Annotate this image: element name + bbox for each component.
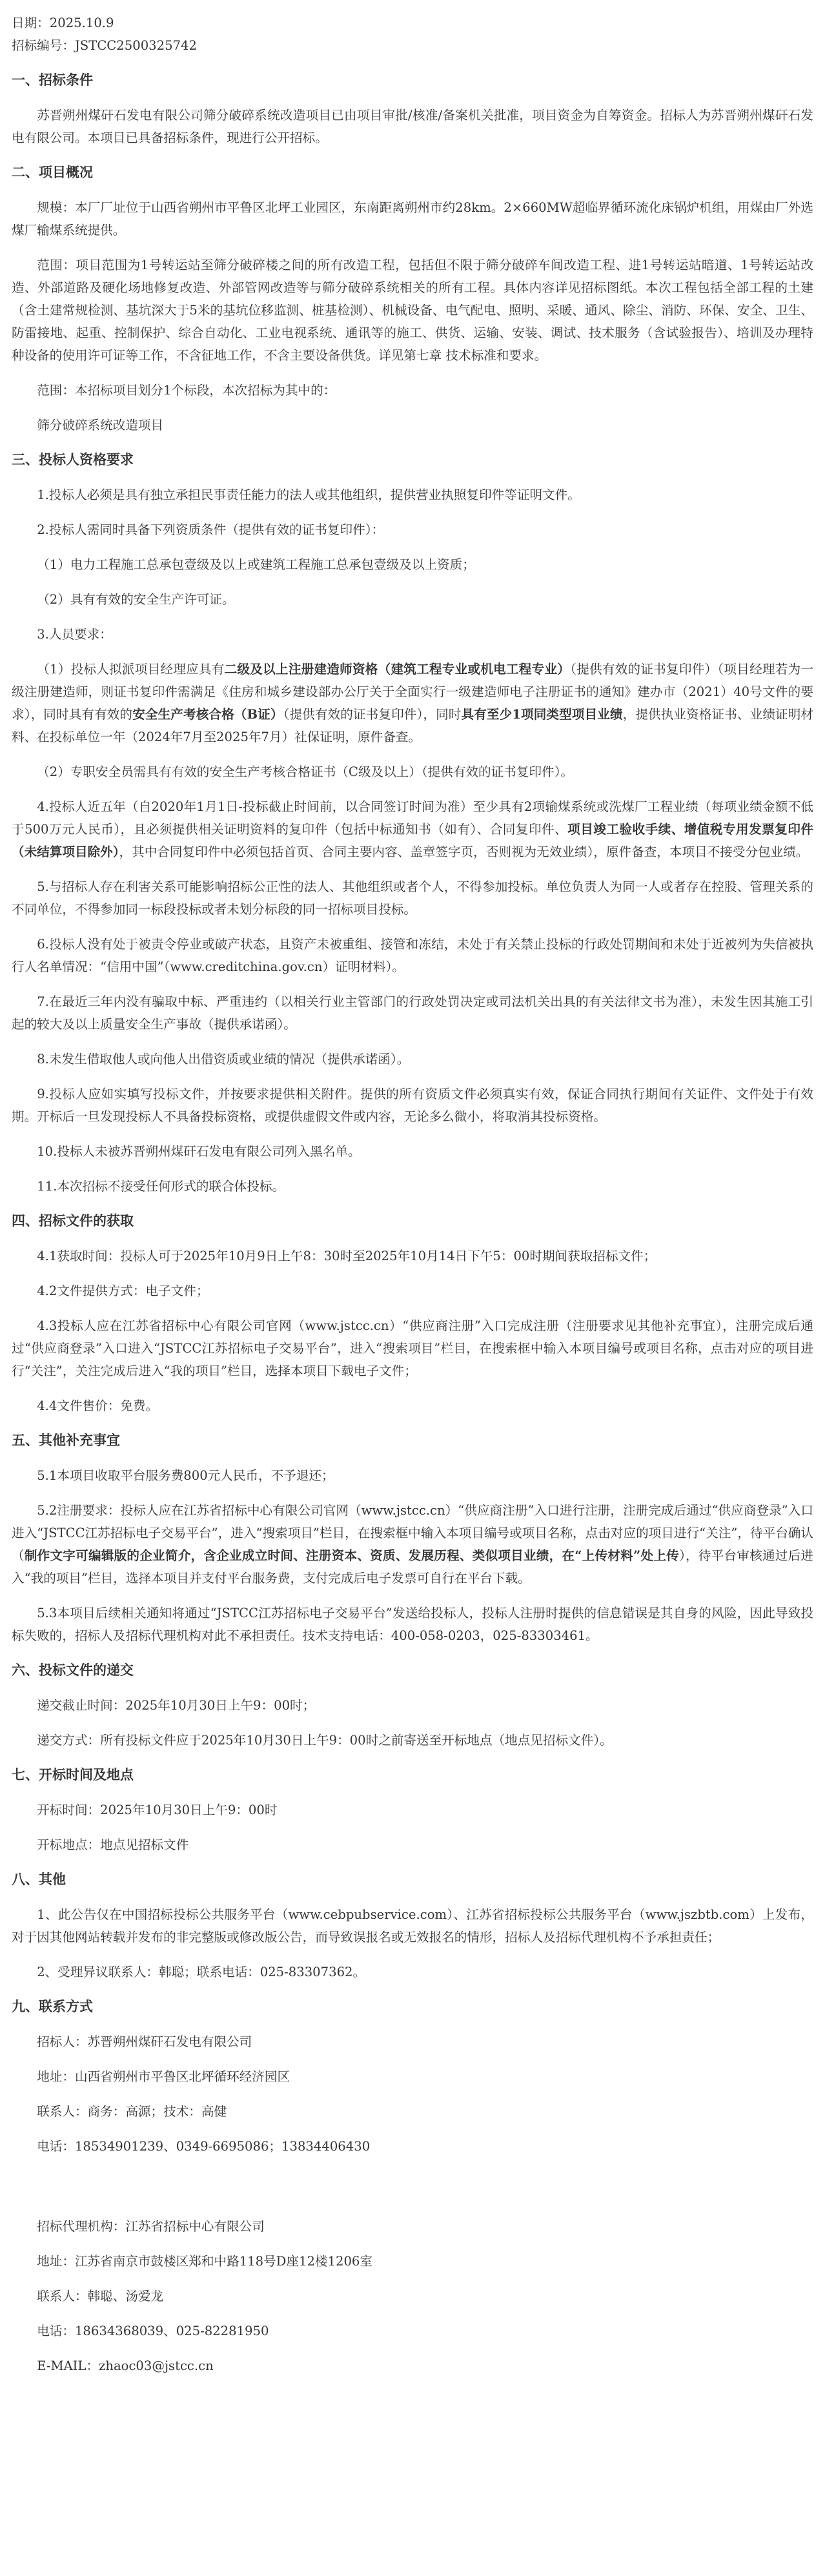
section-heading-other: 八、其他 [12, 1872, 66, 1887]
list-item: 6.投标人没有处于被责令停业或破产状态，且资产未被重组、接管和冻结，未处于有关禁止投标的行政处罚期间和未处于近被列为失信被执行人名单情况：“信用中国”（www.creditchina.gov.cn）证明材料）。 [12, 937, 813, 974]
list-item: 3.人员要求： [37, 627, 112, 642]
text-run: ，其中合同复印件中必须包括首页、合同主要内容、盖章签字页，否则视为无效业绩），原件备查，本项目不接受分包业绩。 [119, 844, 809, 859]
paragraph: 4.1获取时间：投标人可于2025年10月9日上午8：30时至2025年10月14日下午5：00时期间获取招标文件； [37, 1249, 657, 1263]
section-heading-project-overview: 二、项目概况 [12, 165, 93, 180]
list-item: 7.在最近三年内没有骗取中标、严重违约（以相关行业主管部门的行政处罚决定或司法机关出具的有关法律文书为准），未发生因其施工引起的较大及以上质量安全生产事故（提供承诺函）。 [12, 994, 813, 1032]
paragraph: 5.1本项目收取平台服务费800元人民币，不予退还； [37, 1468, 334, 1483]
list-item: （2）具有有效的安全生产许可证。 [37, 592, 235, 607]
list-item [12, 658, 813, 748]
tender-code: 招标编号：JSTCC2500325742 [12, 38, 197, 53]
section-heading-bid-submission: 六、投标文件的递交 [12, 1662, 134, 1678]
list-item: 10.投标人未被苏晋朔州煤矸石发电有限公司列入黑名单。 [37, 1144, 361, 1159]
text-run: 5.2注册要求：投标人应在江苏省招标中心有限公司官网（www.jstcc.cn）“供应商注册”入口进行注册，注册完成后通过“供应商登录”入口进入“JSTCC江苏招标电子交易平台”，进入“搜索项目”栏目，在搜索框中输入本项目编号或项目名称，点击对应的项目进行“关注”，待平台确认（ [12, 1503, 813, 1563]
paragraph: 5.3本项目后续相关通知将通过“JSTCC江苏招标电子交易平台”发送给投标人，投标人注册时提供的信息错误是其自身的风险，因此导致投标失败的，招标人及招标代理机构对此不承担责任。技术支持电话：400-058-0203，025-83303461。 [12, 1606, 813, 1643]
spacer [12, 2170, 813, 2215]
section-heading-tender-conditions: 一、招标条件 [12, 72, 93, 88]
tenderer-contact: 联系人：商务：高源；技术：高健 [37, 2104, 227, 2119]
section-heading-bid-opening: 七、开标时间及地点 [12, 1767, 134, 1783]
paragraph: 递交截止时间：2025年10月30日上午9：00时； [37, 1698, 316, 1713]
paragraph: 开标地点：地点见招标文件 [37, 1837, 189, 1852]
section-heading-obtain-documents: 四、招标文件的获取 [12, 1213, 134, 1229]
agency-contact: 联系人：韩聪、汤爱龙 [37, 2289, 164, 2304]
list-item: （1）电力工程施工总承包壹级及以上或建筑工程施工总承包壹级及以上资质； [37, 557, 475, 572]
paragraph: 规模：本厂厂址位于山西省朔州市平鲁区北坪工业园区，东南距离朔州市约28km。2×660MW超临界循环流化床锅炉机组，用煤由厂外选煤厂输煤系统提供。 [12, 200, 813, 238]
tenderer-name: 招标人：苏晋朔州煤矸石发电有限公司 [37, 2034, 252, 2049]
bold-text-run: 安全生产考核合格（B证） [132, 707, 283, 722]
paragraph: 4.2文件提供方式：电子文件； [37, 1283, 209, 1298]
section-heading-supplementary-matters: 五、其他补充事宜 [12, 1433, 120, 1448]
paragraph: 1、此公告仅在中国招标投标公共服务平台（www.cebpubservice.com）、江苏省招标投标公共服务平台（www.jszbtb.com）上发布，对于因其他网站转载并发布的非完整版或修改版公告，而导致误报名或无效报名的情形，招标人及招标代理机构不予承担责任； [12, 1907, 813, 1945]
paragraph: 4.4文件售价：免费。 [37, 1398, 159, 1413]
agency-email: E-MAIL：zhaoc03@jstcc.cn [37, 2358, 214, 2373]
section-heading-bidder-qualifications: 三、投标人资格要求 [12, 452, 134, 467]
list-item: 8.未发生借取他人或向他人出借资质或业绩的情况（提供承诺函）。 [37, 1052, 410, 1067]
bold-text-run: 项目竣工验收手续、增值税专用发票复印件（未结算项目除外） [12, 822, 813, 859]
bold-text-run: 二级及以上注册建造师资格（建筑工程专业或机电工程专业） [224, 662, 571, 677]
tenderer-address: 地址：山西省朔州市平鲁区北坪循环经济园区 [37, 2069, 290, 2084]
section-heading-contact: 九、联系方式 [12, 1999, 93, 2014]
paragraph: 2、受理异议联系人：韩聪；联系电话：025-83307362。 [37, 1965, 366, 1979]
list-item: 1.投标人必须是具有独立承担民事责任能力的法人或其他组织，提供营业执照复印件等证明文件。 [37, 487, 580, 502]
paragraph: 筛分破碎系统改造项目 [37, 418, 164, 433]
bold-text-run: 制作文字可编辑版的企业简介，含企业成立时间、注册资本、资质、发展历程、类似项目业绩，在“上传材料”处上传 [24, 1548, 679, 1563]
paragraph: 范围：项目范围为1号转运站至筛分破碎楼之间的所有改造工程，包括但不限于筛分破碎车间改造工程、进1号转运站暗道、1号转运站改造、外部道路及硬化场地修复改造、外部管网改造等与筛分破碎系统相关的所有工程。具体内容详见招标图纸。本次工程包括全部工程的土建（含土建常规检测、基坑深大于5米的基坑位移监测、桩基检测）、机械设备、电气配电、照明、采暖、通风、除尘、消防、环保、安全、卫生、防雷接地、起重、控制保护、综合自动化、工业电视系统、通讯等的施工、供货、运输、安装、调试、技术服务（含试验报告）、培训及办理特种设备的使用许可证等工作，不含征地工作，不含主要设备供货。详见第七章 技术标准和要求。 [12, 258, 813, 363]
list-item: 9.投标人应如实填写投标文件，并按要求提供相关附件。提供的所有资质文件必须真实有效，保证合同执行期间有关证件、文件处于有效期。开标后一旦发现投标人不具备投标资格，或提供虚假文件或内容，无论多么微小，将取消其投标资格。 [12, 1087, 813, 1124]
paragraph: 苏晋朔州煤矸石发电有限公司筛分破碎系统改造项目已由项目审批/核准/备案机关批准，项目资金为自筹资金。招标人为苏晋朔州煤矸石发电有限公司。本项目已具备招标条件，现进行公开招标。 [12, 108, 813, 145]
list-item: 5.与招标人存在利害关系可能影响招标公正性的法人、其他组织或者个人，不得参加投标。单位负责人为同一人或者存在控股、管理关系的不同单位，不得参加同一标段投标或者未划分标段的同一招标项目投标。 [12, 879, 813, 917]
announcement-date: 日期：2025.10.9 [12, 15, 114, 30]
tenderer-phone: 电话：18534901239、0349-6695086；13834406430 [37, 2139, 371, 2154]
list-item: 2.投标人需同时具备下列资质条件（提供有效的证书复印件）： [37, 522, 385, 537]
text-run: ），待平台审核通过后进入“我的项目”栏目，选择本项目并支付平台服务费，支付完成后电子发票可自行在平台下载。 [12, 1548, 814, 1586]
list-item [12, 795, 813, 863]
paragraph: 范围：本招标项目划分1个标段，本次招标为其中的： [37, 383, 336, 398]
bold-text-run: 具有至少1项同类型项目业绩 [461, 707, 623, 722]
agency-phone: 电话：18634368039、025-82281950 [37, 2324, 269, 2338]
text-run: （提供有效的证书复印件）（项目经理若为一级注册建造师，则证书复印件需满足《住房和城乡建设部办公厅关于全面实行一级建造师电子注册证书的通知》建办市（2021）40号文件的要求），同时具有有效的 [12, 662, 813, 722]
list-item: （2）专职安全员需具有有效的安全生产考核合格证书（C级及以上）（提供有效的证书复印件）。 [37, 764, 573, 779]
list-item: 11.本次招标不接受任何形式的联合体投标。 [37, 1179, 285, 1194]
paragraph: 递交方式：所有投标文件应于2025年10月30日上午9：00时之前寄送至开标地点（地点见招标文件）。 [37, 1733, 613, 1748]
text-run: （提供有效的证书复印件），同时 [283, 707, 462, 722]
text-run: 4.投标人近五年（自2020年1月1日-投标截止时间前，以合同签订时间为准）至少具有2项输煤系统或洗煤厂工程业绩（每项业绩金额不低于500万元人民币），且必须提供相关证明资料的复印件（包括中标通知书（如有）、合同复印件、 [12, 799, 813, 837]
paragraph [12, 1499, 813, 1590]
agency-name: 招标代理机构：江苏省招标中心有限公司 [37, 2219, 265, 2234]
paragraph: 4.3投标人应在江苏省招标中心有限公司官网（www.jstcc.cn）“供应商注册”入口完成注册（注册要求见其他补充事宜），注册完成后通过“供应商登录”入口进入“JSTCC江苏招标电子交易平台”，进入“搜索项目”栏目，在搜索框中输入本项目编号或项目名称，点击对应的项目进行“关注”，关注完成后进入“我的项目”栏目，选择本项目下载电子文件； [12, 1318, 813, 1378]
agency-address: 地址：江苏省南京市鼓楼区郑和中路118号D座12楼1206室 [37, 2254, 372, 2269]
paragraph: 开标时间：2025年10月30日上午9：00时 [37, 1803, 278, 1817]
text-run: （1）投标人拟派项目经理应具有 [37, 662, 225, 677]
text-run: ，提供执业资格证书、业绩证明材料、在投标单位一年（2024年7月至2025年7月）社保证明，原件备查。 [12, 707, 814, 744]
